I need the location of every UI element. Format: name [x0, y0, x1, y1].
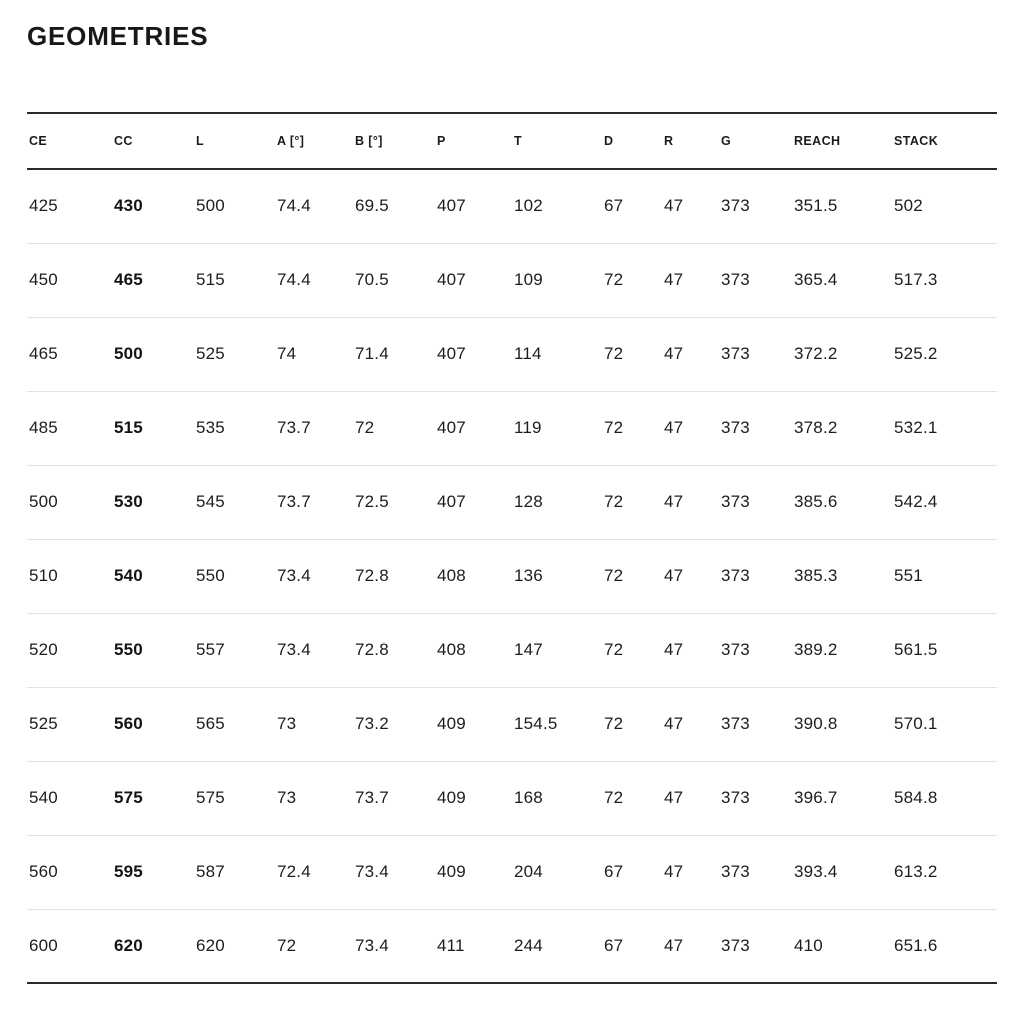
cell-t: 119 — [514, 418, 542, 437]
cell-b: 72.8 — [355, 640, 389, 659]
cell-b: 72.5 — [355, 492, 389, 511]
cell-l: 550 — [196, 566, 225, 585]
cell-t: 204 — [514, 862, 543, 881]
cell-b: 72 — [355, 418, 375, 437]
column-header-r: R — [664, 134, 674, 148]
cell-stack: 584.8 — [894, 788, 938, 807]
table-row — [27, 909, 997, 983]
cell-g: 373 — [721, 418, 750, 437]
cell-p: 409 — [437, 714, 466, 733]
cell-p: 407 — [437, 270, 466, 289]
cell-t: 109 — [514, 270, 543, 289]
table-row — [27, 465, 997, 539]
cell-d: 72 — [604, 788, 624, 807]
geometry-table — [27, 112, 997, 984]
cell-reach: 393.4 — [794, 862, 838, 881]
cell-r: 47 — [664, 640, 684, 659]
cell-cc: 595 — [114, 862, 143, 881]
column-header-p: P — [437, 134, 446, 148]
cell-l: 557 — [196, 640, 225, 659]
column-header-ce: CE — [29, 134, 48, 148]
table-row — [27, 317, 997, 391]
cell-ce: 520 — [29, 640, 58, 659]
cell-r: 47 — [664, 935, 684, 955]
cell-r: 47 — [664, 714, 684, 733]
cell-reach: 390.8 — [794, 714, 838, 733]
table-row — [27, 835, 997, 909]
cell-ce: 425 — [29, 196, 58, 216]
cell-r: 47 — [664, 418, 684, 437]
cell-r: 47 — [664, 344, 684, 363]
column-header-g: G — [721, 134, 732, 148]
cell-stack: 651.6 — [894, 935, 938, 955]
cell-d: 72 — [604, 344, 624, 363]
column-header-a: A [°] — [277, 134, 305, 148]
cell-d: 67 — [604, 196, 624, 216]
cell-stack: 551 — [894, 566, 923, 585]
cell-r: 47 — [664, 492, 684, 511]
cell-l: 575 — [196, 788, 225, 807]
table-row — [27, 539, 997, 613]
cell-g: 373 — [721, 492, 750, 511]
cell-a: 73 — [277, 788, 297, 807]
cell-a: 72 — [277, 935, 297, 955]
cell-ce: 540 — [29, 788, 58, 807]
cell-p: 409 — [437, 788, 466, 807]
cell-t: 114 — [514, 344, 542, 363]
cell-cc: 465 — [114, 270, 143, 289]
column-header-b: B [°] — [355, 134, 383, 148]
cell-ce: 500 — [29, 492, 58, 511]
cell-ce: 465 — [29, 344, 58, 363]
cell-p: 407 — [437, 344, 466, 363]
cell-r: 47 — [664, 196, 684, 216]
cell-cc: 540 — [114, 566, 143, 585]
cell-cc: 500 — [114, 344, 143, 363]
table-body — [27, 169, 997, 983]
cell-stack: 561.5 — [894, 640, 938, 659]
cell-b: 73.4 — [355, 862, 389, 881]
cell-b: 73.7 — [355, 788, 389, 807]
cell-a: 73.4 — [277, 640, 311, 659]
cell-ce: 450 — [29, 270, 58, 289]
cell-d: 72 — [604, 492, 624, 511]
cell-g: 373 — [721, 640, 750, 659]
cell-t: 168 — [514, 788, 543, 807]
cell-stack: 542.4 — [894, 492, 938, 511]
column-header-t: T — [514, 134, 523, 148]
cell-stack: 517.3 — [894, 270, 938, 289]
table-row — [27, 391, 997, 465]
cell-ce: 525 — [29, 714, 58, 733]
cell-reach: 378.2 — [794, 418, 838, 437]
cell-ce: 600 — [29, 935, 58, 955]
cell-stack: 502 — [894, 196, 923, 216]
cell-l: 620 — [196, 935, 225, 955]
cell-reach: 389.2 — [794, 640, 838, 659]
cell-reach: 396.7 — [794, 788, 838, 807]
cell-r: 47 — [664, 566, 684, 585]
cell-stack: 532.1 — [894, 418, 938, 437]
cell-p: 411 — [437, 935, 465, 955]
page-title: GEOMETRIES — [27, 21, 209, 51]
cell-l: 565 — [196, 714, 225, 733]
cell-a: 73.7 — [277, 492, 311, 511]
table-row — [27, 243, 997, 317]
cell-d: 67 — [604, 862, 624, 881]
cell-t: 128 — [514, 492, 543, 511]
cell-g: 373 — [721, 566, 750, 585]
column-header-reach: REACH — [794, 134, 841, 148]
cell-cc: 575 — [114, 788, 143, 807]
table-row — [27, 687, 997, 761]
cell-b: 70.5 — [355, 270, 389, 289]
cell-reach: 410 — [794, 935, 823, 955]
cell-ce: 485 — [29, 418, 58, 437]
cell-b: 71.4 — [355, 344, 389, 363]
column-header-d: D — [604, 134, 614, 148]
table-row — [27, 169, 997, 243]
cell-stack: 570.1 — [894, 714, 938, 733]
cell-reach: 385.3 — [794, 566, 838, 585]
cell-ce: 560 — [29, 862, 58, 881]
cell-l: 535 — [196, 418, 225, 437]
cell-d: 72 — [604, 640, 624, 659]
cell-cc: 550 — [114, 640, 143, 659]
header-row — [27, 113, 997, 169]
cell-d: 72 — [604, 714, 624, 733]
column-header-stack: STACK — [894, 134, 939, 148]
table-header — [27, 113, 997, 169]
cell-ce: 510 — [29, 566, 58, 585]
cell-d: 72 — [604, 566, 624, 585]
cell-r: 47 — [664, 788, 684, 807]
cell-a: 72.4 — [277, 862, 311, 881]
cell-a: 73 — [277, 714, 297, 733]
cell-reach: 372.2 — [794, 344, 838, 363]
cell-reach: 365.4 — [794, 270, 838, 289]
cell-reach: 385.6 — [794, 492, 838, 511]
cell-stack: 525.2 — [894, 344, 938, 363]
cell-t: 154.5 — [514, 714, 558, 733]
cell-l: 587 — [196, 862, 225, 881]
cell-d: 67 — [604, 935, 624, 955]
cell-r: 47 — [664, 270, 684, 289]
cell-p: 407 — [437, 196, 466, 216]
cell-a: 74 — [277, 344, 297, 363]
cell-g: 373 — [721, 862, 750, 881]
cell-p: 409 — [437, 862, 466, 881]
cell-cc: 560 — [114, 714, 143, 733]
cell-g: 373 — [721, 788, 750, 807]
cell-cc: 515 — [114, 418, 143, 437]
cell-d: 72 — [604, 418, 624, 437]
cell-r: 47 — [664, 862, 684, 881]
cell-g: 373 — [721, 270, 750, 289]
cell-b: 73.4 — [355, 935, 389, 955]
cell-g: 373 — [721, 935, 750, 955]
cell-cc: 430 — [114, 196, 143, 216]
cell-l: 525 — [196, 344, 225, 363]
cell-cc: 530 — [114, 492, 143, 511]
table-row — [27, 761, 997, 835]
cell-t: 102 — [514, 196, 543, 216]
table-row — [27, 613, 997, 687]
cell-d: 72 — [604, 270, 624, 289]
cell-p: 407 — [437, 492, 466, 511]
cell-a: 73.7 — [277, 418, 311, 437]
column-header-cc: CC — [114, 134, 133, 148]
cell-g: 373 — [721, 344, 750, 363]
cell-p: 408 — [437, 566, 466, 585]
cell-b: 73.2 — [355, 714, 389, 733]
cell-a: 73.4 — [277, 566, 311, 585]
cell-l: 545 — [196, 492, 225, 511]
cell-cc: 620 — [114, 935, 143, 955]
cell-l: 500 — [196, 196, 225, 216]
column-header-l: L — [196, 134, 205, 148]
cell-b: 72.8 — [355, 566, 389, 585]
cell-reach: 351.5 — [794, 196, 838, 216]
cell-stack: 613.2 — [894, 862, 938, 881]
cell-t: 244 — [514, 935, 543, 955]
cell-p: 407 — [437, 418, 466, 437]
cell-b: 69.5 — [355, 196, 389, 216]
cell-a: 74.4 — [277, 196, 311, 216]
cell-a: 74.4 — [277, 270, 311, 289]
cell-t: 147 — [514, 640, 543, 659]
cell-l: 515 — [196, 270, 225, 289]
cell-t: 136 — [514, 566, 543, 585]
cell-g: 373 — [721, 714, 750, 733]
cell-p: 408 — [437, 640, 466, 659]
cell-g: 373 — [721, 196, 750, 216]
